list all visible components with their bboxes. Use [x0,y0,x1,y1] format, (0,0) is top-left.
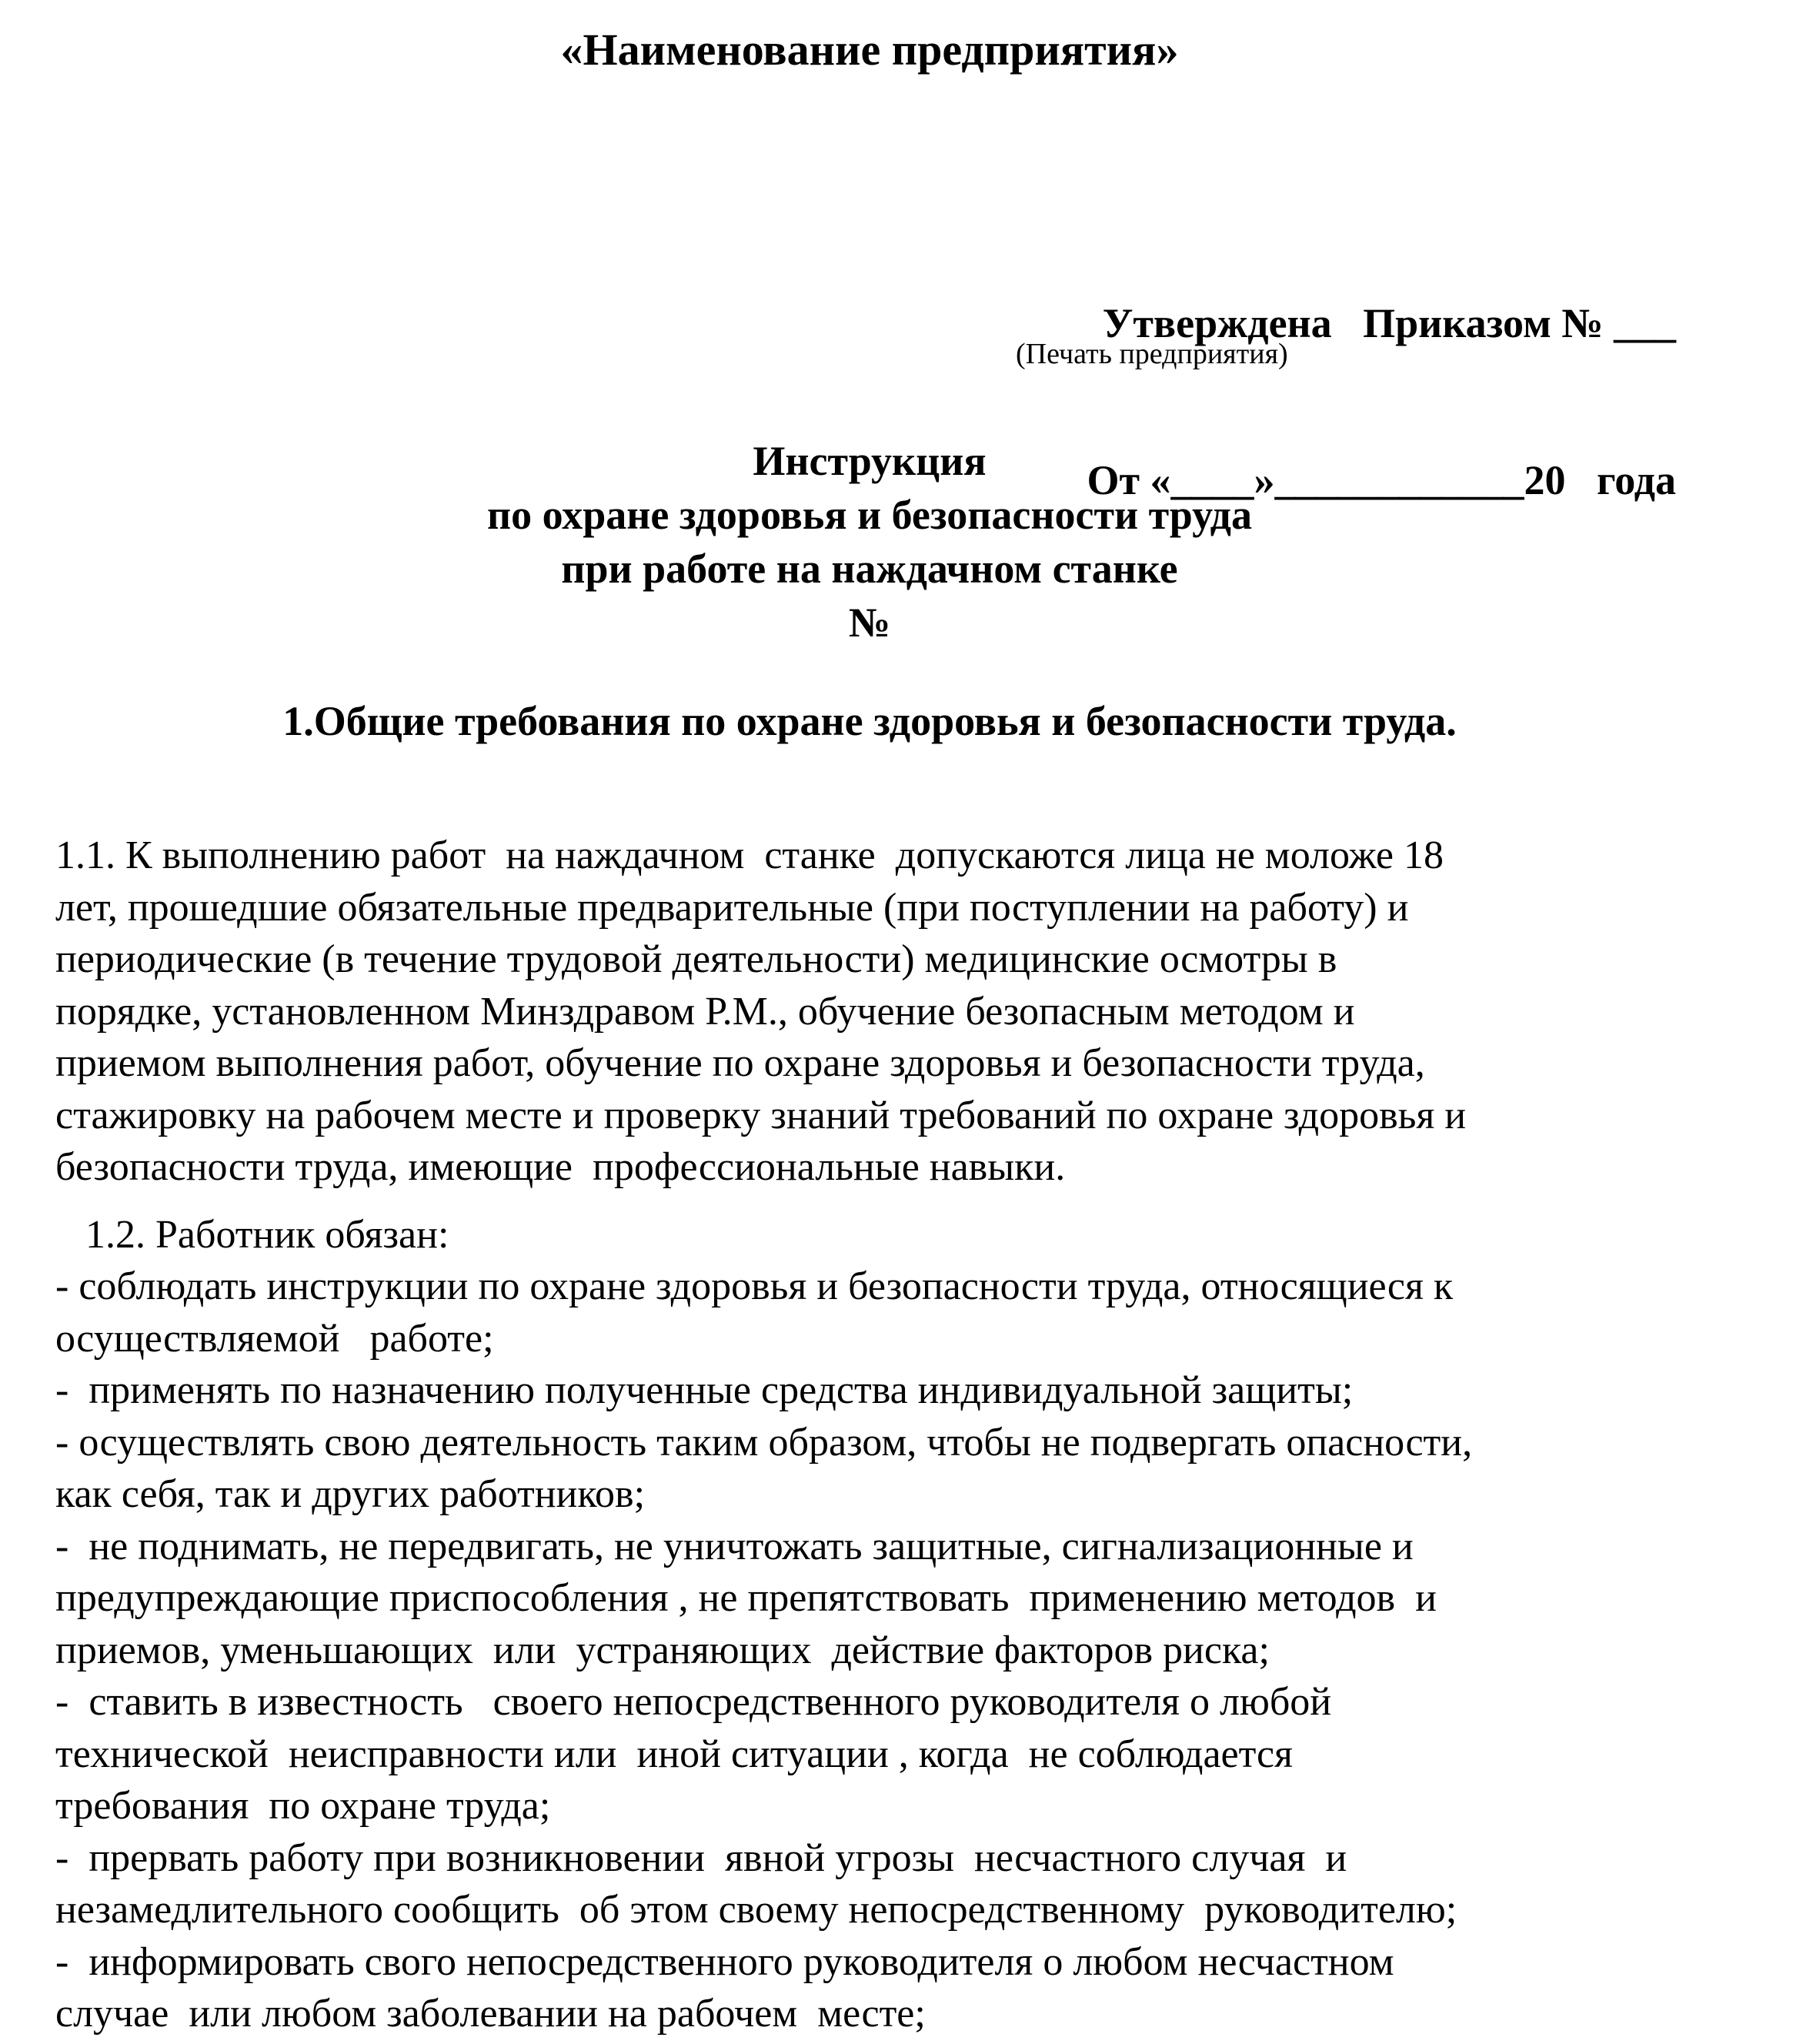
approval-order-line: Утверждена Приказом № ___ [1102,300,1676,346]
text-line: требования по охране труда; [55,1784,551,1828]
paragraph-1-2 [55,1209,1710,2040]
text-line: незамедлительного сообщить об этом своему непосредственному руководителю; [55,1888,1457,1932]
text-line: - не поднимать, не передвигать, не уничтожать защитные, сигнализационные и [55,1524,1414,1568]
paragraph-1-1 [55,830,1710,1194]
title-line-1: Инструкция [753,438,987,484]
text-line: периодические (в течение трудовой деятельности) медицинские осмотры в [55,937,1337,981]
title-line-3: при работе на наждачном станке [561,546,1178,592]
text-line: стажировку на рабочем месте и проверку знаний требований по охране здоровья и [55,1093,1467,1137]
text-line: осуществляемой работе; [55,1316,494,1361]
text-line: приемов, уменьшающих или устраняющих действие факторов риска; [55,1628,1270,1672]
company-name: «Наименование предприятия» [560,25,1179,75]
title-line-4: № [848,600,891,646]
approval-date-line: От «____»____________20 года [1087,457,1676,503]
text-line: случае или любом заболевании на рабочем месте; [55,1992,926,2036]
text-line: - ставить в известность своего непосредственного руководителя о любой [55,1680,1332,1724]
text-line: безопасности труда, имеющие профессиональные навыки. [55,1145,1066,1189]
text-line: технической неисправности или иной ситуации , когда не соблюдается [55,1732,1293,1776]
text-line: - прервать работу при возникновении явной угрозы несчастного случая и [55,1835,1347,1880]
section-1-heading: 1.Общие требования по охране здоровья и безопасности труда. [282,698,1457,744]
text-line: приемом выполнения работ, обучение по охране здоровья и безопасности труда, [55,1041,1425,1085]
document-title [0,434,1739,650]
text-line: - применять по назначению полученные средства индивидуальной защиты; [55,1368,1354,1412]
text-line: 1.2. Работник обязан: [55,1212,449,1257]
paragraph-gap [55,1194,1710,1209]
seal-note: (Печать предприятия) [1016,338,1288,370]
text-line: как себя, так и других работников; [55,1472,646,1516]
title-line-2: по охране здоровья и безопасности труда [486,492,1253,538]
text-line: порядке, установленном Минздравом Р.М., обучение безопасным методом и [55,989,1355,1034]
text-line: 1.1. К выполнению работ на наждачном станке допускаются лица не моложе 18 [55,833,1444,877]
text-line: лет, прошедшие обязательные предварительные (при поступлении на работу) и [55,885,1409,930]
text-line: - информировать свого непосредственного руководителя о любом несчастном [55,1939,1394,1984]
text-line: - осуществлять свою деятельность таким образом, чтобы не подвергать опасности, [55,1420,1473,1465]
text-line: - соблюдать инструкции по охране здоровья и безопасности труда, относящиеся к [55,1264,1454,1308]
text-line: предупреждающие приспособления , не препятствовать применению методов и [55,1576,1437,1620]
section-1-body [55,830,1710,2040]
